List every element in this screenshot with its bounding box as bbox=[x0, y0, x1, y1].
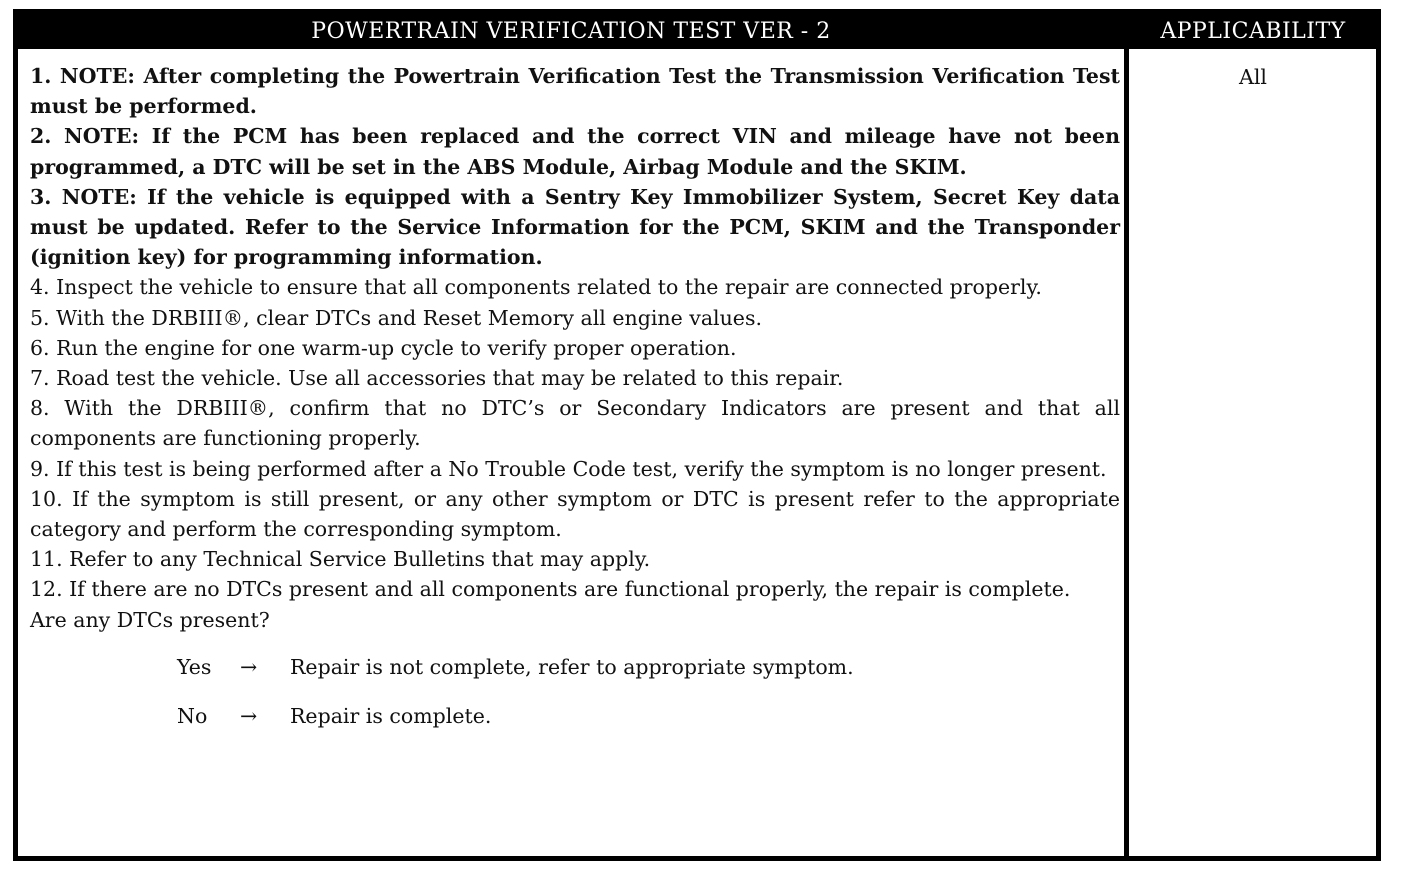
answer-no[interactable] bbox=[30, 701, 1120, 750]
verification-test-table bbox=[13, 9, 1381, 861]
test-title: POWERTRAIN VERIFICATION TEST VER - 2 bbox=[311, 19, 831, 44]
step-11: 11. Refer to any Technical Service Bulletins that may apply. bbox=[30, 547, 651, 572]
answer-list bbox=[30, 652, 1120, 750]
applicability-heading: APPLICABILITY bbox=[1160, 19, 1346, 44]
step-1: 1. NOTE: After completing the Powertrain Verification Test the Transmission Verification Test must be performed. bbox=[30, 64, 1120, 119]
answer-no-text: Repair is complete. bbox=[290, 703, 492, 728]
step-5: 5. With the DRBIII®, clear DTCs and Reset Memory all engine values. bbox=[30, 305, 762, 330]
step-4: 4. Inspect the vehicle to ensure that all components related to the repair are connected properly. bbox=[30, 275, 1042, 300]
step-10: 10. If the symptom is still present, or any other symptom or DTC is present refer to the appropriate category and perform the corresponding symptom. bbox=[30, 486, 1120, 542]
answer-yes-text: Repair is not complete, refer to appropriate symptom. bbox=[290, 654, 854, 679]
table-header bbox=[18, 14, 1376, 49]
step-3: 3. NOTE: If the vehicle is equipped with a Sentry Key Immobilizer System, Secret Key data must be updated. Refer to the Service Information for the PCM, SKIM and the Transponder (ignition key) for programming information. bbox=[30, 184, 1120, 270]
step-7: 7. Road test the vehicle. Use all accessories that may be related to this repair. bbox=[30, 366, 844, 391]
step-6: 6. Run the engine for one warm-up cycle to verify proper operation. bbox=[30, 335, 737, 360]
step-8: 8. With the DRBIII®, confirm that no DTC’s or Secondary Indicators are present and that all components are functioning properly. bbox=[30, 396, 1120, 451]
right-arrow-icon: → bbox=[240, 703, 258, 728]
step-9: 9. If this test is being performed after a No Trouble Code test, verify the symptom is no longer present. bbox=[30, 456, 1107, 481]
test-steps bbox=[30, 61, 1120, 750]
question: Are any DTCs present? bbox=[30, 607, 270, 632]
answer-yes[interactable] bbox=[30, 652, 1120, 701]
answer-yes-label: Yes bbox=[177, 654, 212, 679]
applicability-value: All bbox=[1239, 65, 1267, 89]
answer-no-label: No bbox=[177, 703, 208, 728]
column-divider bbox=[1124, 49, 1129, 856]
right-arrow-icon: → bbox=[240, 654, 258, 679]
step-2: 2. NOTE: If the PCM has been replaced and the correct VIN and mileage have not been programmed, a DTC will be set in the ABS Module, Airbag Module and the SKIM. bbox=[30, 124, 1120, 179]
step-12: 12. If there are no DTCs present and all components are functional properly, the repair is complete. bbox=[30, 577, 1071, 602]
